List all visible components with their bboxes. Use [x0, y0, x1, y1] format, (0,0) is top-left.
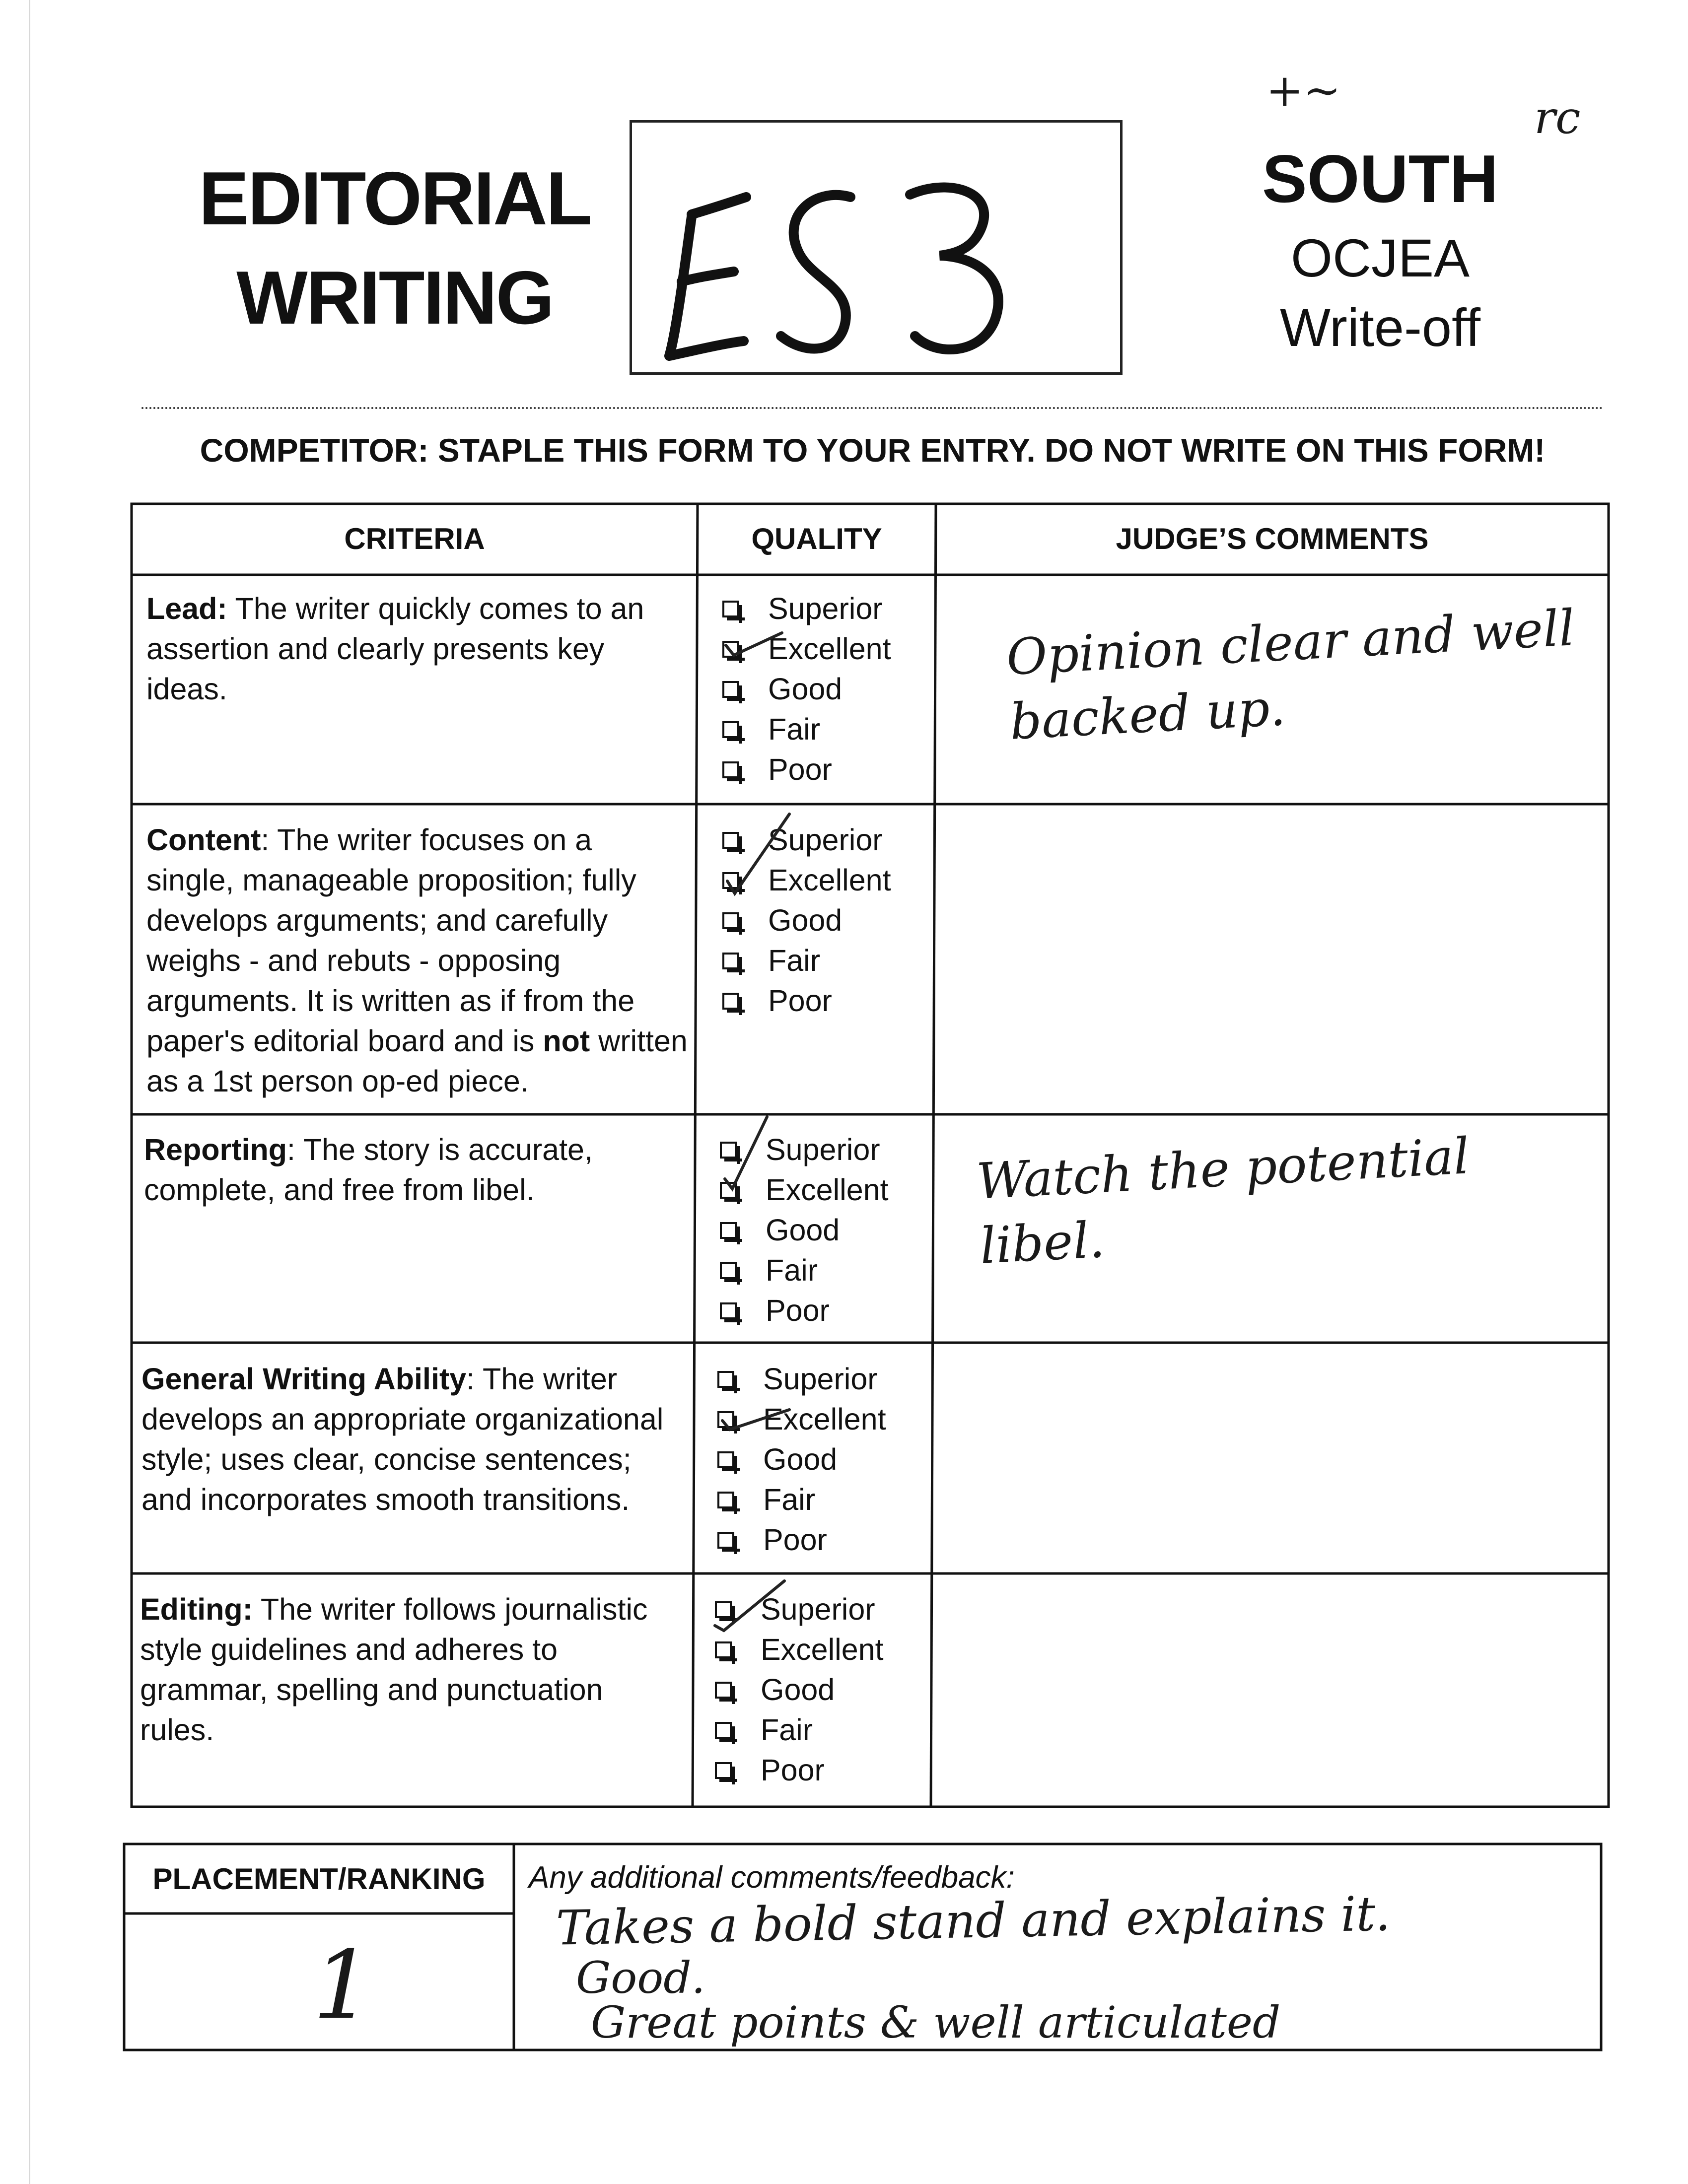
option-label: Superior — [768, 592, 883, 625]
criterion-label: Lead: — [146, 592, 227, 625]
option-label: Poor — [761, 1753, 825, 1787]
option-label: Excellent — [766, 1173, 889, 1207]
check-mark-reporting — [725, 1117, 767, 1189]
option-label: Good — [768, 903, 843, 937]
option-label: Poor — [768, 752, 832, 786]
option-label: Good — [766, 1213, 840, 1247]
option-label: Fair — [768, 712, 821, 746]
option-label: Excellent — [768, 863, 891, 897]
option-label: Superior — [761, 1592, 875, 1626]
option-label: Poor — [768, 984, 832, 1018]
criterion-label: Content — [146, 823, 261, 857]
check-mark-general — [722, 1410, 789, 1430]
criterion-description: : The writer develops an appropriate organizational style; uses clear, concise sentences; and incorporates smooth transitions. — [141, 1362, 664, 1516]
option-label: Superior — [768, 823, 883, 857]
option-label: Excellent — [761, 1633, 884, 1666]
check-mark-editing — [715, 1581, 784, 1631]
criterion-label: Editing: — [140, 1592, 253, 1626]
placement-header: PLACEMENT/RANKING — [152, 1862, 486, 1896]
comment-line: backed up. — [1008, 678, 1287, 751]
emphasis-not: not — [543, 1024, 590, 1058]
region-line-2: OCJEA — [1290, 228, 1470, 288]
title-line-2: WRITING — [236, 256, 553, 340]
criterion-description: The writer follows journalistic style guidelines and adheres to grammar, spelling and punctuation rules. — [140, 1592, 648, 1747]
option-label: Excellent — [763, 1402, 886, 1436]
region-line-1: SOUTH — [1262, 141, 1498, 216]
criterion-description-end: written as a 1st person op-ed piece. — [146, 1024, 688, 1098]
criterion-label: Reporting — [144, 1133, 287, 1166]
feedback-line-1: Takes a bold stand and explains it. — [556, 1886, 1391, 1956]
check-mark-content — [727, 814, 789, 893]
criterion-label: General Writing Ability — [141, 1362, 467, 1396]
option-label: Excellent — [768, 632, 891, 666]
criterion-description: The writer quickly comes to an assertion and clearly presents key ideas. — [146, 592, 644, 706]
marginal-mark-2: rc — [1534, 92, 1581, 144]
option-label: Good — [768, 672, 843, 706]
option-label: Good — [761, 1673, 835, 1706]
feedback-line-2: Good. — [576, 1952, 705, 2003]
marginal-mark-1: +~ — [1266, 65, 1341, 117]
criterion-description: : The writer focuses on a single, manageable proposition; fully develops arguments; and carefully weighs - and rebuts - opposing arguments. It is written as if from the paper's editorial board and is — [146, 823, 636, 1058]
comment-line: Watch the potential — [975, 1127, 1471, 1211]
comment-line: libel. — [978, 1210, 1106, 1275]
region-line-3: Write-off — [1279, 297, 1481, 357]
criterion-description: : The story is accurate, complete, and free from libel. — [144, 1133, 593, 1207]
option-label: Fair — [763, 1483, 816, 1516]
option-label: Poor — [766, 1294, 830, 1327]
feedback-line-3: Great points & well articulated — [591, 1997, 1281, 2048]
title-line-1: EDITORIAL — [199, 156, 591, 241]
option-label: Fair — [761, 1713, 813, 1747]
option-label: Good — [763, 1442, 838, 1476]
additional-comments-label: Any additional comments/feedback: — [529, 1860, 1015, 1895]
check-mark-lead — [726, 633, 782, 655]
comments-header: JUDGE’S COMMENTS — [1116, 522, 1429, 555]
quality-header: QUALITY — [751, 522, 882, 555]
placement-value: 1 — [313, 1930, 373, 2040]
option-label: Superior — [763, 1362, 878, 1396]
comment-line: Opinion clear and well — [1005, 599, 1576, 686]
criteria-header: CRITERIA — [344, 522, 485, 555]
option-label: Superior — [766, 1133, 880, 1166]
option-label: Poor — [763, 1523, 827, 1557]
option-label: Fair — [766, 1253, 818, 1287]
competitor-notice: COMPETITOR: STAPLE THIS FORM TO YOUR ENTRY. DO NOT WRITE ON THIS FORM! — [200, 432, 1546, 469]
option-label: Fair — [768, 944, 821, 977]
